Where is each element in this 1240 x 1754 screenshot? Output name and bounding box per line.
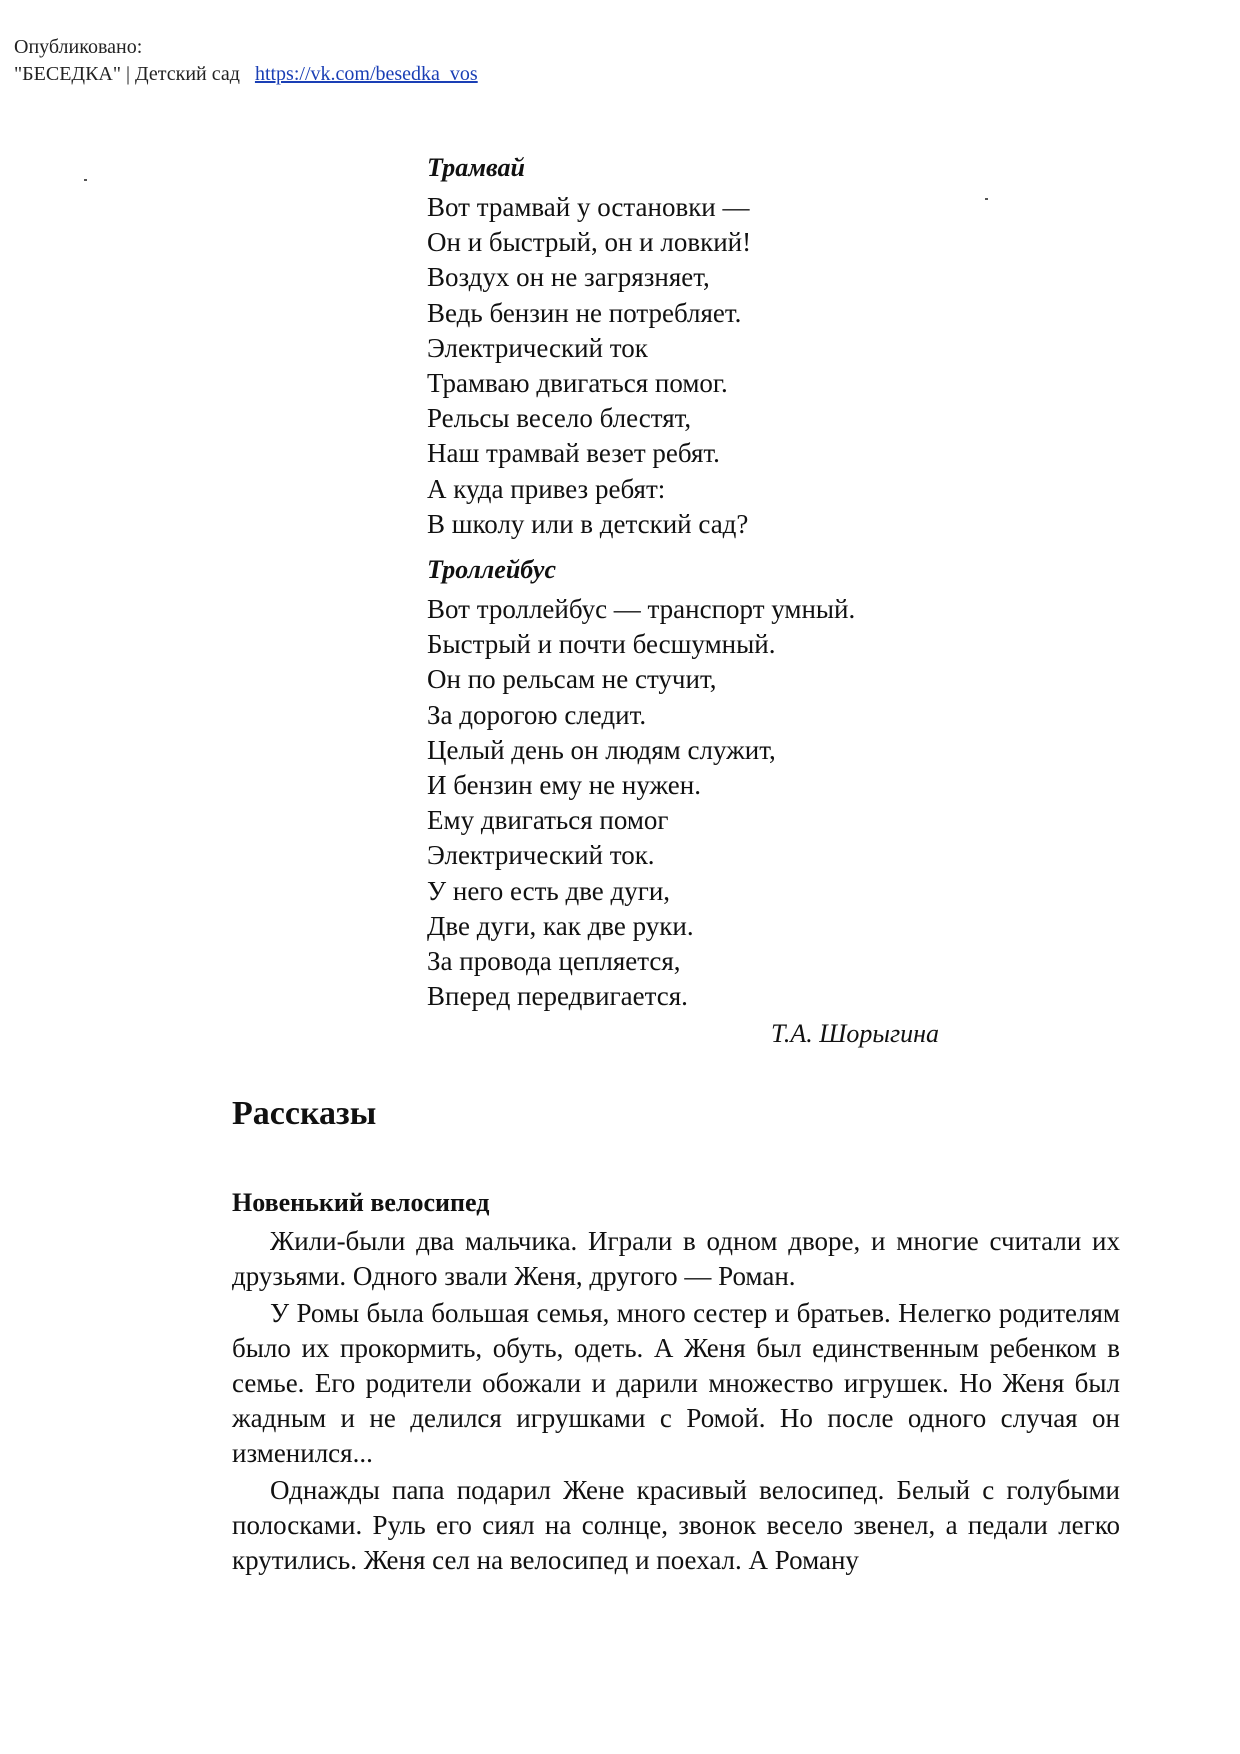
poem-line: Наш трамвай везет ребят. (427, 438, 720, 469)
story-block (232, 1186, 1120, 1580)
poem-line: Он и быстрый, он и ловкий! (427, 227, 752, 258)
scan-speck (985, 198, 988, 200)
poem-tram (427, 152, 947, 542)
poem-lines (427, 592, 947, 1014)
poem-line: Вперед передвигается. (427, 981, 688, 1012)
scan-speck (84, 179, 87, 181)
poem-line: В школу или в детский сад? (427, 508, 749, 539)
poem-trolleybus (427, 554, 947, 1050)
story-title: Новенький велосипед (232, 1188, 490, 1217)
poem-line: Две дуги, как две руки. (427, 910, 694, 941)
poem-line: Он по рельсам не стучит, (427, 664, 717, 695)
published-label: Опубликовано: (14, 36, 143, 58)
story-paragraph: Жили-были два мальчика. Играли в одном дворе, и многие считали их друзьями. Одного звали Женя, другого — Роман. (232, 1226, 1120, 1291)
poem-line: А куда привез ребят: (427, 473, 666, 504)
poem-line: И бензин ему не нужен. (427, 770, 701, 801)
poem-line: Ему двигаться помог (427, 805, 669, 836)
poem-line: Электрический ток (427, 332, 648, 363)
poem-line: Трамваю двигаться помог. (427, 368, 728, 399)
section-heading: Рассказы (232, 1095, 377, 1132)
poem-line: Электрический ток. (427, 840, 655, 871)
poem-title: Трамвай (427, 153, 525, 182)
poem-line: За провода цепляется, (427, 946, 681, 977)
story-paragraph: Однажды папа подарил Жене красивый велосипед. Белый с голубыми полосками. Руль его сиял на солнце, звонок весело звенел, а педали легко крутились. Женя сел на велосипед и поехал. А Роману (232, 1475, 1120, 1575)
source-line (14, 61, 478, 88)
poem-line: У него есть две дуги, (427, 875, 671, 906)
source-text: "БЕСЕДКА" | Детский сад (14, 63, 240, 85)
source-link[interactable]: https://vk.com/besedka_vos (254, 63, 478, 85)
poem-line: Воздух он не загрязняет, (427, 262, 710, 293)
poem-line: Целый день он людям служит, (427, 734, 776, 765)
poem-line: За дорогою следит. (427, 699, 647, 730)
poem-line: Рельсы весело блестят, (427, 403, 692, 434)
poem-line: Быстрый и почти бесшумный. (427, 629, 776, 660)
poem-line: Вот трамвай у остановки — (427, 192, 750, 222)
poem-title: Троллейбус (427, 555, 556, 585)
poem-line: Вот троллейбус — транспорт умный. (427, 594, 856, 625)
poem-line: Ведь бензин не потребляет. (427, 297, 742, 328)
story-paragraph: У Ромы была большая семья, много сестер и братьев. Нелегко родителям было их прокормить, обуть, одеть. А Женя был единственным ребенком в семье. Его родители обожали и дарили множество игрушек. Но Женя был жадным и не делился игрушками с Ромой. Но после одного случая он изменился... (232, 1298, 1120, 1468)
poems-block (427, 152, 947, 1050)
publication-header (14, 34, 478, 88)
poem-author: Т.А. Шорыгина (771, 1019, 939, 1049)
poem-lines (427, 190, 947, 542)
